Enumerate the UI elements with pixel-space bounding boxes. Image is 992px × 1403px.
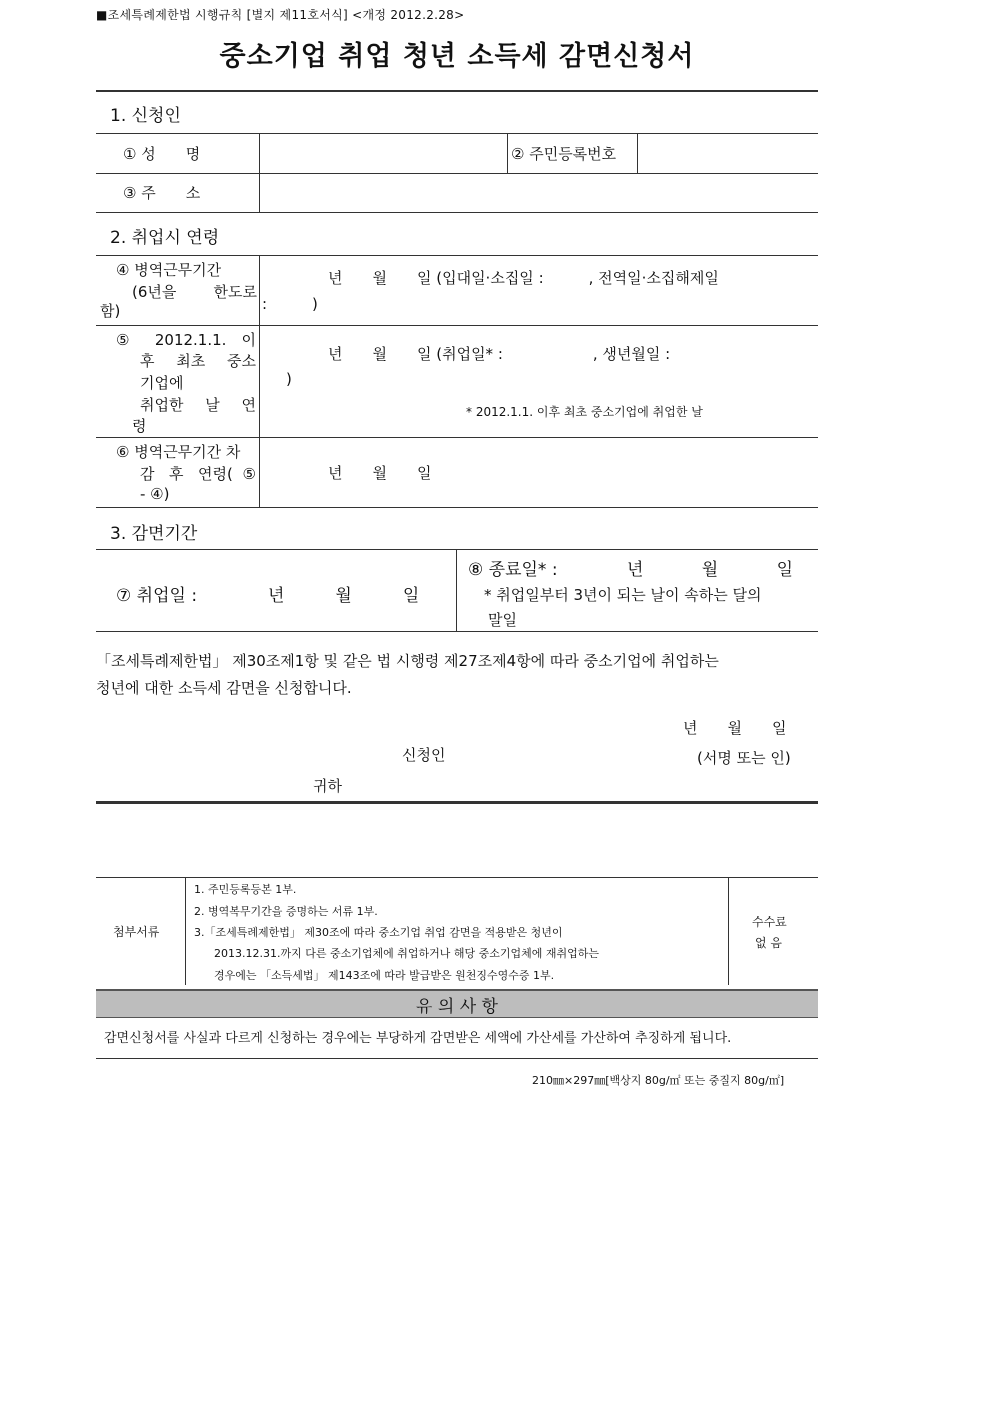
military-period-value-cont: : ): [262, 295, 318, 313]
address-label: ③ 주 소: [123, 184, 201, 202]
first-job-age-value-cont: ): [286, 370, 292, 388]
section-3-heading: 3. 감면기간: [110, 524, 198, 544]
military-period-value[interactable]: 년 월 일 (입대일·소집일 : , 전역일·소집해제일: [328, 269, 719, 287]
divider: [96, 173, 818, 174]
form-title: 중소기업 취업 청년 소득세 감면신청서: [219, 41, 695, 72]
start-date-value[interactable]: 년 월 일: [268, 586, 420, 606]
declaration-text: 「조세특례제한법」 제30조제1항 및 같은 법 시행령 제27조제4항에 따라 중소기업에 취업하는: [96, 652, 719, 670]
divider: [96, 549, 818, 550]
divider: [456, 549, 457, 631]
military-label-end: 함): [100, 302, 121, 320]
divider: [259, 255, 260, 507]
applicant-label: 신청인: [402, 746, 446, 764]
military-label: ④ 병역근무기간: [116, 261, 222, 279]
fee-label: 수수료: [752, 915, 787, 929]
divider: [96, 212, 818, 213]
attachment-item: 3.「조세특례제한법」 제30조에 따라 중소기업 취업 감면을 적용받은 청년이: [194, 926, 563, 939]
divider: [96, 801, 818, 804]
divider: [96, 133, 818, 134]
divider: [96, 255, 818, 256]
first-job-note: * 2012.1.1. 이후 최초 중소기업에 취업한 날: [466, 405, 703, 419]
divider: [96, 90, 818, 92]
first-job-label-4: 취업한 날 연: [140, 396, 256, 414]
first-job-label: ⑤ 2012.1.1. 이: [116, 331, 256, 349]
form-reference: ■조세특례제한법 시행규칙 [별지 제11호서식] <개정 2012.2.28>: [96, 8, 465, 22]
attachments-label: 첨부서류: [113, 925, 160, 939]
attachment-item: 1. 주민등록등본 1부.: [194, 883, 297, 896]
divider: [185, 877, 186, 985]
divider: [96, 437, 818, 438]
address-field[interactable]: [262, 176, 814, 210]
paper-spec: 210㎜×297㎜[백상지 80g/㎡ 또는 중질지 80g/㎡]: [532, 1074, 785, 1087]
rrn-field[interactable]: [640, 136, 815, 170]
divider: [96, 1058, 818, 1059]
first-job-age-value[interactable]: 년 월 일 (취업일* : , 생년월일 :: [328, 345, 671, 363]
first-job-label-2: 후 최초 중소: [140, 352, 256, 370]
divider: [96, 507, 818, 508]
adjusted-age-value[interactable]: 년 월 일: [328, 464, 432, 482]
end-date-value[interactable]: 년 월 일: [627, 560, 793, 580]
section-2-heading: 2. 취업시 연령: [110, 228, 220, 248]
adjusted-age-label-2: 감 후 연령(⑤: [140, 465, 256, 483]
divider: [637, 133, 638, 173]
declaration-text-cont: 청년에 대한 소득세 감면을 신청합니다.: [96, 679, 352, 697]
name-field[interactable]: [262, 136, 504, 170]
first-job-label-3: 기업에: [140, 374, 184, 392]
military-label-cont: (6년을 한도로: [132, 283, 257, 301]
end-date-note: * 취업일부터 3년이 되는 날이 속하는 달의: [484, 586, 762, 604]
divider: [96, 631, 818, 632]
notice-heading: 유 의 사 항: [416, 997, 498, 1017]
addressee-label: 귀하: [313, 777, 342, 795]
fee-value: 없 음: [755, 936, 782, 950]
divider: [507, 133, 508, 173]
attachment-item-cont: 2013.12.31.까지 다른 중소기업체에 취업하거나 해당 중소기업체에 재취업하는: [214, 947, 599, 960]
notice-text: 감면신청서를 사실과 다르게 신청하는 경우에는 부당하게 감면받은 세액에 가산세를 가산하여 추징하게 됩니다.: [104, 1031, 732, 1046]
adjusted-age-label: ⑥ 병역근무기간 차: [116, 443, 241, 461]
attachment-item-cont: 경우에는 「소득세법」 제143조에 따라 발급받은 원천징수영수증 1부.: [214, 969, 555, 982]
divider: [96, 325, 818, 326]
end-date-note-cont: 말일: [488, 611, 517, 629]
section-1-heading: 1. 신청인: [110, 106, 181, 126]
start-date-label: ⑦ 취업일 :: [116, 586, 198, 606]
end-date-label: ⑧ 종료일* :: [468, 560, 558, 580]
application-date[interactable]: 년 월 일: [683, 719, 787, 737]
divider: [728, 877, 729, 985]
adjusted-age-label-3: - ④): [140, 485, 170, 503]
first-job-label-5: 령: [132, 417, 147, 435]
divider: [96, 877, 818, 878]
attachment-item: 2. 병역복무기간을 증명하는 서류 1부.: [194, 905, 378, 918]
signature-label: (서명 또는 인): [697, 749, 791, 767]
rrn-label: ② 주민등록번호: [511, 145, 617, 163]
name-label: ① 성 명: [123, 145, 201, 163]
